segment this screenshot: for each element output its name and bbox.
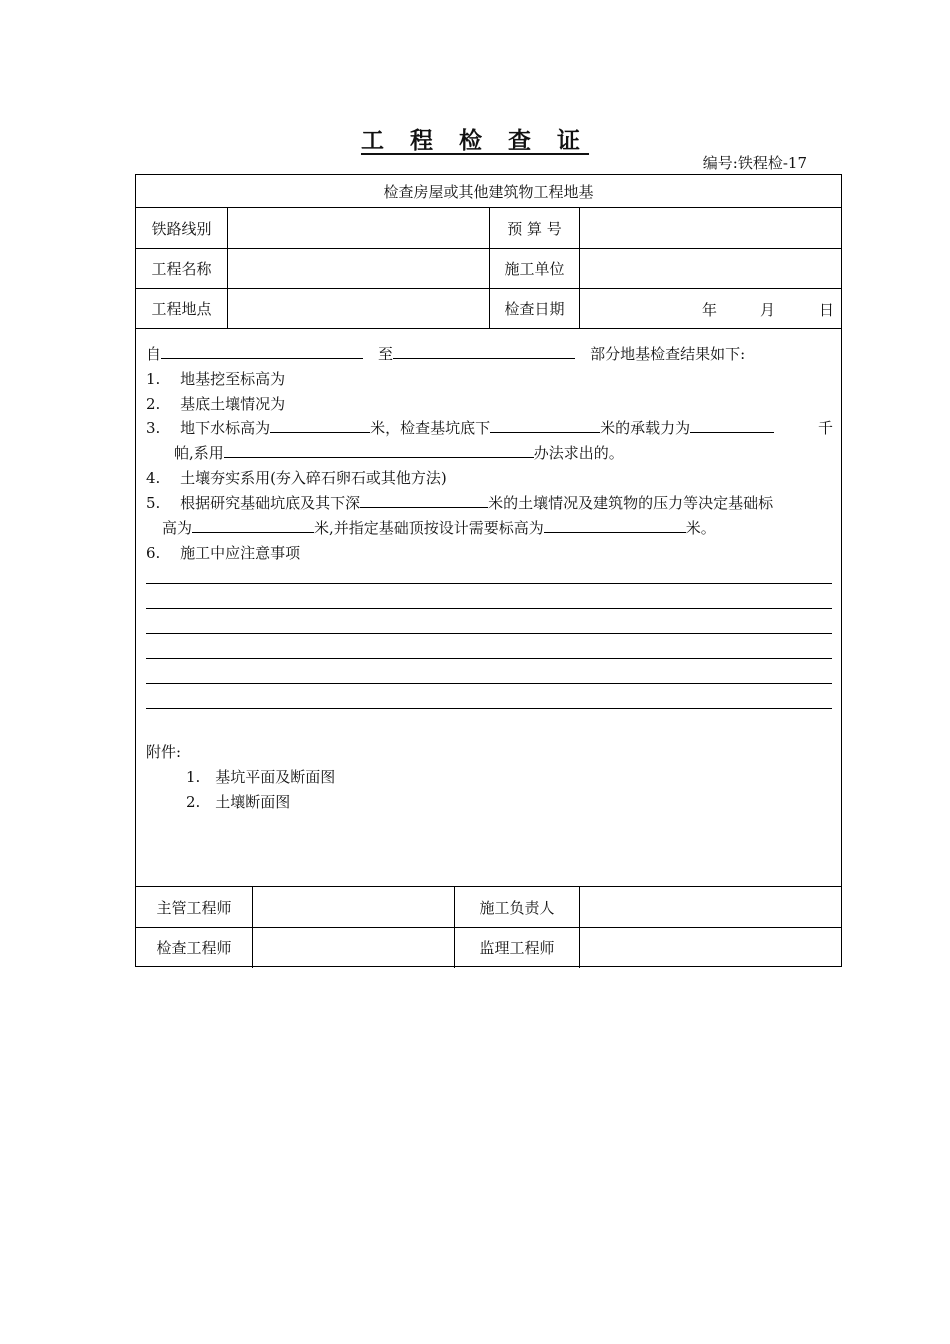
water-level-blank[interactable] [270, 418, 370, 433]
label-construction-unit: 施工单位 [504, 260, 565, 278]
item-5-text-e: 米。 [685, 519, 716, 537]
item-4: 4. 土壤夯实系用(夯入碎石卵石或其他方法) [146, 469, 447, 487]
foundation-elevation-blank[interactable] [192, 518, 314, 533]
from-blank[interactable] [161, 344, 363, 359]
item-5-continued [162, 517, 831, 538]
attachment-2: 2. 土壤断面图 [186, 793, 291, 811]
item-6: 6. 施工中应注意事项 [146, 544, 301, 562]
bearing-capacity-blank[interactable] [690, 418, 774, 433]
project-location-field[interactable] [228, 289, 489, 328]
construction-manager-signature[interactable] [580, 887, 841, 927]
item-3-text-b: 米，检查基坑底下 [370, 419, 491, 437]
inspection-form [135, 174, 842, 967]
notes-line[interactable] [146, 658, 832, 659]
notes-line[interactable] [146, 633, 832, 634]
form-title: 工 程 检 查 证 [360, 127, 590, 154]
date-year-unit: 年 [702, 301, 718, 319]
method-blank[interactable] [224, 443, 534, 458]
date-day-unit: 日 [819, 301, 835, 319]
intro-tail: 部分地基检查结果如下: [590, 345, 746, 363]
item-3-text-c: 米的承载力为 [600, 419, 691, 437]
item-3-continued [174, 442, 831, 463]
intro-line [146, 343, 831, 364]
label-inspection-date: 检查日期 [504, 300, 565, 318]
to-blank[interactable] [393, 344, 575, 359]
form-heading: 检查房屋或其他建筑物工程地基 [383, 182, 594, 201]
item-5-text-c: 高为 [162, 519, 193, 537]
item-5 [146, 492, 831, 513]
item-3-text-a: 3. 地下水标高为 [146, 419, 271, 437]
document-number: 编号:铁程检-17 [702, 154, 807, 172]
grid-line [136, 328, 841, 329]
item-3-text-e: 帕,系用 [174, 444, 224, 462]
label-railway-line: 铁路线别 [151, 219, 212, 238]
item-3 [146, 417, 834, 438]
chief-engineer-signature[interactable] [253, 887, 454, 927]
soil-depth-blank[interactable] [360, 493, 488, 508]
intro-to: 至 [378, 345, 394, 363]
item-5-text-d: 米,并指定基础顶按设计需要标高为 [314, 519, 544, 537]
depth-blank[interactable] [490, 418, 600, 433]
attachments-label: 附件: [146, 743, 182, 761]
item-2: 2. 基底土壤情况为 [146, 395, 286, 413]
budget-number-field[interactable] [580, 208, 841, 248]
label-construction-manager: 施工负责人 [479, 898, 555, 917]
item-3-text-f: 办法求出的。 [533, 444, 624, 462]
notes-line[interactable] [146, 683, 832, 684]
construction-unit-field[interactable] [580, 249, 841, 288]
label-project-location: 工程地点 [151, 300, 212, 318]
intro-from: 自 [146, 345, 162, 363]
label-inspection-engineer: 检查工程师 [156, 938, 232, 957]
design-elevation-blank[interactable] [544, 518, 686, 533]
item-5-text-b: 米的土壤情况及建筑物的压力等决定基础标 [488, 494, 774, 512]
item-3-text-d: 千 [818, 419, 834, 437]
notes-line[interactable] [146, 583, 832, 584]
date-month-unit: 月 [760, 301, 776, 319]
label-chief-engineer: 主管工程师 [156, 898, 232, 917]
notes-line[interactable] [146, 708, 832, 709]
label-project-name: 工程名称 [151, 260, 212, 278]
label-budget-number: 预 算 号 [507, 219, 562, 238]
label-supervising-engineer: 监理工程师 [479, 938, 555, 957]
project-name-field[interactable] [228, 249, 489, 288]
notes-line[interactable] [146, 608, 832, 609]
attachment-1: 1. 基坑平面及断面图 [186, 768, 336, 786]
item-1: 1. 地基挖至标高为 [146, 370, 286, 388]
supervising-engineer-signature[interactable] [580, 928, 841, 966]
railway-line-field[interactable] [228, 208, 489, 248]
item-5-text-a: 5. 根据研究基础坑底及其下深 [146, 494, 361, 512]
inspection-engineer-signature[interactable] [253, 928, 454, 966]
